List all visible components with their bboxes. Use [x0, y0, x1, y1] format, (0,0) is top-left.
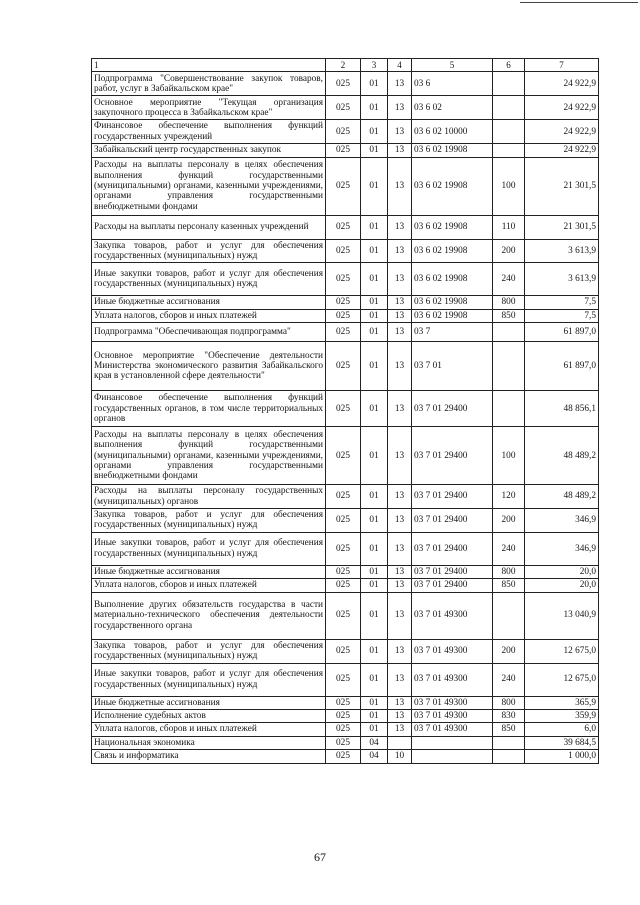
table-cell-col-1: Расходы на выплаты персоналу в целях обеспечения выполнения функций государственными (муниципальными) органами, казенными учреждениями, органами управления государственными внебюджетными фондами: [92, 427, 326, 485]
table-cell-col-6: 800: [493, 565, 525, 578]
table-cell-col-7: 48 489,2: [525, 485, 599, 509]
table-cell-col-4: 13: [388, 663, 412, 696]
table-cell-col-2: 025: [326, 736, 361, 749]
table-cell-col-6: 100: [493, 157, 525, 215]
table-cell-col-6: [493, 96, 525, 120]
table-cell-col-5: 03 6 02 19908: [412, 215, 493, 239]
table-cell-col-5: 03 7 01 49300: [412, 592, 493, 639]
table-cell-col-5: 03 6 02 19908: [412, 309, 493, 322]
table-cell-col-2: 2: [326, 59, 361, 72]
table-cell-col-4: 13: [388, 592, 412, 639]
table-cell-col-6: [493, 72, 525, 96]
table-cell-col-7: 24 922,9: [525, 72, 599, 96]
table-cell-col-1: Уплата налогов, сборов и иных платежей: [92, 723, 326, 736]
table-cell-col-5: 03 7 01 29400: [412, 565, 493, 578]
table-row: [92, 342, 599, 391]
table-cell-col-5: 03 7 01 29400: [412, 427, 493, 485]
table-cell-col-4: 13: [388, 579, 412, 592]
table-cell-col-4: 13: [388, 120, 412, 144]
table-cell-col-5: [412, 736, 493, 749]
table-cell-col-1: Закупка товаров, работ и услуг для обеспечения государственных (муниципальных) нужд: [92, 239, 326, 263]
table-cell-col-7: 21 301,5: [525, 157, 599, 215]
table-cell-col-1: Иные закупки товаров, работ и услуг для обеспечения государственных (муниципальных) нужд: [92, 532, 326, 565]
table-cell-col-1: Расходы на выплаты персоналу государственных (муниципальных) органов: [92, 485, 326, 509]
table-cell-col-6: 120: [493, 485, 525, 509]
table-cell-col-2: 025: [326, 120, 361, 144]
table-cell-col-2: 025: [326, 309, 361, 322]
table-cell-col-3: 01: [361, 96, 388, 120]
table-cell-col-3: 01: [361, 296, 388, 309]
table-row: [92, 72, 599, 96]
table-cell-col-1: 1: [92, 59, 326, 72]
table-cell-col-4: 13: [388, 723, 412, 736]
table-cell-col-5: 03 7 01 49300: [412, 723, 493, 736]
table-cell-col-5: 03 6: [412, 72, 493, 96]
table-cell-col-2: 025: [326, 639, 361, 663]
table-cell-col-7: 39 684,5: [525, 736, 599, 749]
table-cell-col-5: 03 7 01 29400: [412, 579, 493, 592]
table-cell-col-7: 3 613,9: [525, 263, 599, 296]
table-cell-col-5: 03 6 02 10000: [412, 120, 493, 144]
table-cell-col-5: 03 6 02 19908: [412, 263, 493, 296]
table-cell-col-7: 6,0: [525, 723, 599, 736]
table-row: [92, 239, 599, 263]
table-cell-col-6: 800: [493, 696, 525, 709]
table-row: [92, 639, 599, 663]
table-cell-col-3: 01: [361, 485, 388, 509]
table-cell-col-1: Финансовое обеспечение выполнения функций государственных учреждений: [92, 120, 326, 144]
table-row: [92, 532, 599, 565]
table-row: [92, 296, 599, 309]
table-cell-col-1: Иные бюджетные ассигнования: [92, 565, 326, 578]
table-cell-col-1: Подпрограмма "Обеспечивающая подпрограмма": [92, 323, 326, 342]
table-cell-col-3: 01: [361, 579, 388, 592]
table-cell-col-7: 24 922,9: [525, 96, 599, 120]
table-cell-col-2: 025: [326, 723, 361, 736]
table-row: [92, 263, 599, 296]
table-cell-col-1: Финансовое обеспечение выполнения функций государственных органов, в том числе территориальных органов: [92, 391, 326, 427]
table-cell-col-3: 01: [361, 120, 388, 144]
table-cell-col-3: 04: [361, 736, 388, 749]
table-cell-col-2: 025: [326, 709, 361, 722]
table-cell-col-1: Расходы на выплаты персоналу в целях обеспечения выполнения функций государственными (муниципальными) органами, казенными учреждениями, органами управления государственными внебюджетными фондами: [92, 157, 326, 215]
table-header-row: [92, 59, 599, 72]
table-cell-col-6: 850: [493, 723, 525, 736]
table-cell-col-4: 4: [388, 59, 412, 72]
table-cell-col-3: 01: [361, 239, 388, 263]
table-cell-col-6: 850: [493, 309, 525, 322]
table-cell-col-1: Уплата налогов, сборов и иных платежей: [92, 309, 326, 322]
table-cell-col-7: 346,9: [525, 509, 599, 533]
table-row: [92, 750, 599, 763]
table-cell-col-3: 01: [361, 309, 388, 322]
table-cell-col-3: 01: [361, 144, 388, 157]
table-cell-col-7: 7,5: [525, 309, 599, 322]
table-cell-col-5: 03 7 01 49300: [412, 709, 493, 722]
table-cell-col-2: 025: [326, 509, 361, 533]
table-cell-col-2: 025: [326, 391, 361, 427]
table-cell-col-6: [493, 323, 525, 342]
table-cell-col-3: 01: [361, 342, 388, 391]
table-cell-col-1: Выполнение других обязательств государства в части материально-технического обеспечения деятельности государственного органа: [92, 592, 326, 639]
table-cell-col-7: 3 613,9: [525, 239, 599, 263]
table-row: [92, 391, 599, 427]
table-cell-col-6: 200: [493, 239, 525, 263]
table-cell-col-2: 025: [326, 579, 361, 592]
table-row: [92, 696, 599, 709]
table-cell-col-7: 359,9: [525, 709, 599, 722]
table-cell-col-6: 850: [493, 579, 525, 592]
table-row: [92, 144, 599, 157]
table-cell-col-1: Уплата налогов, сборов и иных платежей: [92, 579, 326, 592]
table-cell-col-6: 240: [493, 663, 525, 696]
table-row: [92, 96, 599, 120]
table-cell-col-1: Иные бюджетные ассигнования: [92, 296, 326, 309]
table-cell-col-7: 24 922,9: [525, 144, 599, 157]
table-cell-col-6: 830: [493, 709, 525, 722]
table-cell-col-7: 20,0: [525, 565, 599, 578]
table-cell-col-4: 13: [388, 696, 412, 709]
table-cell-col-6: [493, 592, 525, 639]
table-cell-col-2: 025: [326, 532, 361, 565]
table-cell-col-3: 01: [361, 663, 388, 696]
table-cell-col-3: 3: [361, 59, 388, 72]
table-cell-col-5: 03 7 01 49300: [412, 696, 493, 709]
table-cell-col-6: [493, 120, 525, 144]
table-cell-col-2: 025: [326, 565, 361, 578]
table-cell-col-4: 13: [388, 565, 412, 578]
table-cell-col-7: 7: [525, 59, 599, 72]
table-cell-col-5: 03 7 01 29400: [412, 485, 493, 509]
table-cell-col-2: 025: [326, 263, 361, 296]
table-cell-col-6: [493, 342, 525, 391]
table-row: [92, 579, 599, 592]
table-cell-col-1: Забайкальский центр государственных закупок: [92, 144, 326, 157]
table-cell-col-2: 025: [326, 239, 361, 263]
table-cell-col-1: Иные бюджетные ассигнования: [92, 696, 326, 709]
table-row: [92, 157, 599, 215]
table-cell-col-7: 61 897,0: [525, 342, 599, 391]
table-cell-col-7: 24 922,9: [525, 120, 599, 144]
table-cell-col-7: 7,5: [525, 296, 599, 309]
table-cell-col-4: 13: [388, 485, 412, 509]
table-cell-col-2: 025: [326, 663, 361, 696]
table-cell-col-2: 025: [326, 750, 361, 763]
table-cell-col-7: 1 000,0: [525, 750, 599, 763]
table-cell-col-3: 01: [361, 427, 388, 485]
table-row: [92, 323, 599, 342]
table-cell-col-7: 12 675,0: [525, 663, 599, 696]
table-cell-col-5: 03 7: [412, 323, 493, 342]
table-cell-col-3: 01: [361, 323, 388, 342]
table-cell-col-7: 365,9: [525, 696, 599, 709]
table-cell-col-2: 025: [326, 215, 361, 239]
table-cell-col-4: 13: [388, 532, 412, 565]
table-cell-col-1: Закупка товаров, работ и услуг для обеспечения государственных (муниципальных) нужд: [92, 509, 326, 533]
table-cell-col-6: 110: [493, 215, 525, 239]
table-cell-col-6: 200: [493, 639, 525, 663]
table-cell-col-4: 13: [388, 157, 412, 215]
table-cell-col-6: 200: [493, 509, 525, 533]
table-cell-col-4: 13: [388, 639, 412, 663]
table-row: [92, 736, 599, 749]
budget-table: [91, 58, 599, 764]
table-cell-col-4: 13: [388, 72, 412, 96]
table-cell-col-6: [493, 391, 525, 427]
table-cell-col-6: [493, 144, 525, 157]
table-cell-col-3: 01: [361, 263, 388, 296]
table-cell-col-7: 12 675,0: [525, 639, 599, 663]
table-cell-col-3: 01: [361, 72, 388, 96]
table-cell-col-4: 13: [388, 144, 412, 157]
table-row: [92, 723, 599, 736]
table-cell-col-6: 100: [493, 427, 525, 485]
table-row: [92, 565, 599, 578]
table-row: [92, 215, 599, 239]
table-cell-col-4: 13: [388, 239, 412, 263]
table-cell-col-2: 025: [326, 296, 361, 309]
table-cell-col-4: 13: [388, 309, 412, 322]
table-cell-col-2: 025: [326, 592, 361, 639]
table-row: [92, 663, 599, 696]
table-cell-col-4: 13: [388, 323, 412, 342]
table-cell-col-6: [493, 750, 525, 763]
table-cell-col-1: Подпрограмма "Совершенствование закупок товаров, работ, услуг в Забайкальском крае": [92, 72, 326, 96]
table-cell-col-3: 01: [361, 723, 388, 736]
table-row: [92, 509, 599, 533]
table-cell-col-3: 01: [361, 639, 388, 663]
table-cell-col-2: 025: [326, 342, 361, 391]
table-cell-col-5: 03 7 01 29400: [412, 509, 493, 533]
table-cell-col-1: Расходы на выплаты персоналу казенных учреждений: [92, 215, 326, 239]
table-cell-col-5: 03 6 02: [412, 96, 493, 120]
table-cell-col-3: 01: [361, 709, 388, 722]
table-cell-col-5: 03 6 02 19908: [412, 296, 493, 309]
table-cell-col-2: 025: [326, 144, 361, 157]
table-cell-col-3: 04: [361, 750, 388, 763]
table-cell-col-7: 61 897,0: [525, 323, 599, 342]
table-cell-col-4: 13: [388, 296, 412, 309]
table-cell-col-1: Иные закупки товаров, работ и услуг для обеспечения государственных (муниципальных) нужд: [92, 263, 326, 296]
table-cell-col-3: 01: [361, 157, 388, 215]
table-cell-col-3: 01: [361, 215, 388, 239]
table-cell-col-4: 13: [388, 427, 412, 485]
table-row: [92, 427, 599, 485]
table-cell-col-2: 025: [326, 696, 361, 709]
table-cell-col-7: 20,0: [525, 579, 599, 592]
table-cell-col-7: 21 301,5: [525, 215, 599, 239]
table-cell-col-2: 025: [326, 72, 361, 96]
table-cell-col-4: 13: [388, 342, 412, 391]
table-cell-col-5: 03 7 01 49300: [412, 663, 493, 696]
table-cell-col-4: 13: [388, 391, 412, 427]
table-cell-col-2: 025: [326, 427, 361, 485]
table-cell-col-5: 03 6 02 19908: [412, 239, 493, 263]
table-cell-col-1: Связь и информатика: [92, 750, 326, 763]
table-cell-col-4: 10: [388, 750, 412, 763]
table-cell-col-6: [493, 736, 525, 749]
table-row: [92, 709, 599, 722]
table-cell-col-6: 240: [493, 532, 525, 565]
table-cell-col-5: 03 6 02 19908: [412, 144, 493, 157]
table-row: [92, 120, 599, 144]
table-cell-col-1: Национальная экономика: [92, 736, 326, 749]
table-cell-col-5: 03 7 01: [412, 342, 493, 391]
table-cell-col-5: 03 7 01 49300: [412, 639, 493, 663]
table-cell-col-2: 025: [326, 96, 361, 120]
table-cell-col-1: Закупка товаров, работ и услуг для обеспечения государственных (муниципальных) нужд: [92, 639, 326, 663]
table-cell-col-1: Иные закупки товаров, работ и услуг для обеспечения государственных (муниципальных) нужд: [92, 663, 326, 696]
table-cell-col-5: 03 7 01 29400: [412, 391, 493, 427]
table-cell-col-7: 13 040,9: [525, 592, 599, 639]
table-cell-col-4: 13: [388, 215, 412, 239]
table-cell-col-6: 240: [493, 263, 525, 296]
table-cell-col-5: 03 7 01 29400: [412, 532, 493, 565]
table-cell-col-4: 13: [388, 96, 412, 120]
table-cell-col-3: 01: [361, 532, 388, 565]
table-cell-col-1: Исполнение судебных актов: [92, 709, 326, 722]
table-cell-col-4: 13: [388, 709, 412, 722]
table-cell-col-2: 025: [326, 485, 361, 509]
table-cell-col-3: 01: [361, 592, 388, 639]
table-cell-col-2: 025: [326, 323, 361, 342]
table-cell-col-6: 800: [493, 296, 525, 309]
table-cell-col-4: [388, 736, 412, 749]
page-number: 67: [314, 850, 326, 864]
table-cell-col-1: Основное мероприятие "Обеспечение деятельности Министерства экономического развития Забайкальского края в установленной сфере деятельности": [92, 342, 326, 391]
table-cell-col-7: 346,9: [525, 532, 599, 565]
table-cell-col-3: 01: [361, 696, 388, 709]
table-cell-col-2: 025: [326, 157, 361, 215]
table-row: [92, 309, 599, 322]
table-cell-col-5: 03 6 02 19908: [412, 157, 493, 215]
table-cell-col-4: 13: [388, 509, 412, 533]
table-row: [92, 485, 599, 509]
table-cell-col-5: 5: [412, 59, 493, 72]
table-cell-col-7: 48 489,2: [525, 427, 599, 485]
table-cell-col-1: Основное мероприятие "Текущая организация закупочного процесса в Забайкальском крае": [92, 96, 326, 120]
table-cell-col-5: [412, 750, 493, 763]
table-row: [92, 592, 599, 639]
table-cell-col-7: 48 856,1: [525, 391, 599, 427]
table-cell-col-4: 13: [388, 263, 412, 296]
table-cell-col-3: 01: [361, 391, 388, 427]
table-cell-col-6: 6: [493, 59, 525, 72]
table-cell-col-3: 01: [361, 565, 388, 578]
top-rule: [520, 2, 638, 3]
table-cell-col-3: 01: [361, 509, 388, 533]
